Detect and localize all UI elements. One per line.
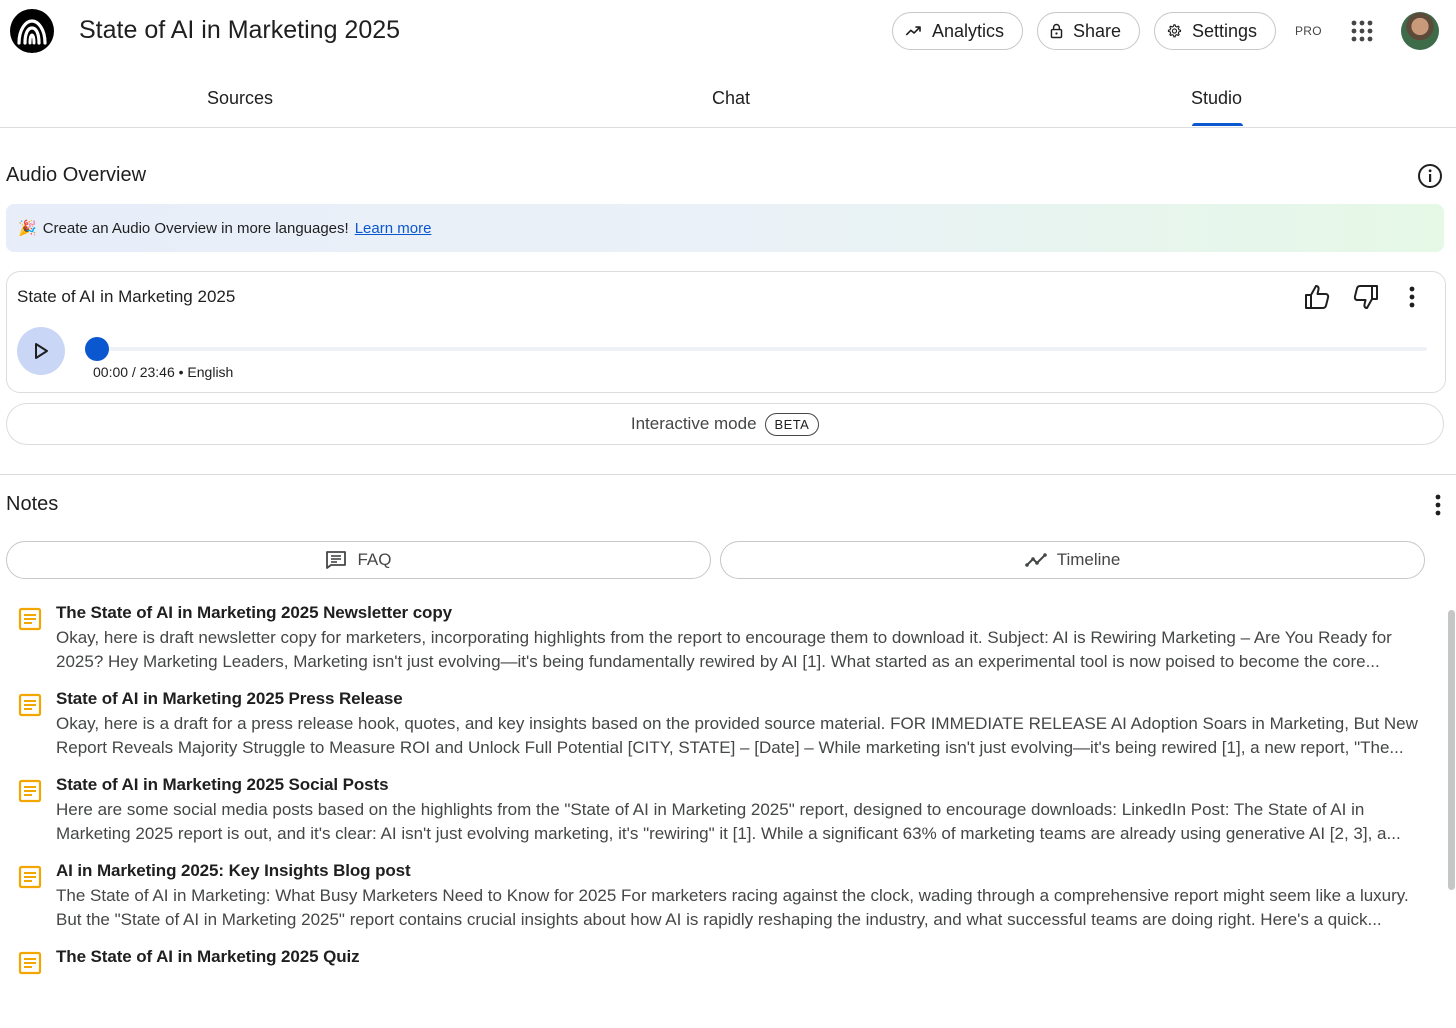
lock-icon [1050, 20, 1063, 42]
settings-button[interactable] [1154, 12, 1276, 50]
faq-chat-icon [325, 550, 347, 570]
thumbs-down-icon[interactable] [1350, 282, 1380, 312]
note-preview: Here are some social media posts based on the highlights from the "State of AI in Marketing 2025" report, designed to encourage downloads: LinkedIn Post: The State of AI in Marketing 2025 report is out, and it's clear: AI isn't just evolving marketing, it's "rewiring" it [1]. While a significant 63% of marketing teams are already using generative AI [2, 3], a... [56, 800, 1401, 843]
note-preview [56, 970, 1420, 1018]
note-title: State of AI in Marketing 2025 Social Posts [56, 775, 389, 794]
audio-title: State of AI in Marketing 2025 [17, 287, 236, 306]
timeline-icon [1025, 552, 1047, 568]
share-button[interactable] [1037, 12, 1140, 50]
timeline-button[interactable] [720, 541, 1425, 579]
progress-knob[interactable] [85, 337, 109, 361]
active-tab-indicator [1192, 123, 1243, 126]
tab-bar [0, 64, 1456, 128]
pro-badge: PRO [1295, 24, 1322, 38]
scrollbar-thumb[interactable] [1448, 610, 1455, 890]
note-item[interactable] [0, 770, 1430, 856]
interactive-mode-label: Interactive mode [630, 414, 757, 433]
note-title: The State of AI in Marketing 2025 Newsletter copy [56, 603, 452, 622]
note-item[interactable] [0, 856, 1430, 942]
top-bar [0, 0, 1456, 64]
note-doc-icon [18, 951, 42, 975]
notes-list [0, 598, 1430, 1028]
gear-icon [1167, 20, 1182, 42]
note-doc-icon [18, 693, 42, 717]
note-title: The State of AI in Marketing 2025 Quiz [56, 947, 360, 966]
note-item[interactable] [0, 942, 1430, 1028]
notes-title: Notes [6, 493, 59, 515]
time-readout: 00:00 / 23:46 • English [93, 364, 234, 380]
audio-overview-title: Audio Overview [6, 164, 147, 186]
progress-track[interactable] [93, 347, 1427, 351]
analytics-button[interactable] [892, 12, 1023, 50]
section-divider [0, 474, 1456, 475]
analytics-label: Analytics [931, 20, 1004, 41]
info-icon[interactable] [1417, 163, 1443, 189]
interactive-mode-button[interactable] [6, 403, 1444, 445]
banner-text: Create an Audio Overview in more languages! [42, 219, 349, 237]
tab-sources[interactable]: Sources [207, 88, 274, 108]
more-vert-icon[interactable] [1402, 284, 1422, 310]
settings-label: Settings [1191, 20, 1257, 41]
note-title: State of AI in Marketing 2025 Press Release [56, 689, 403, 708]
faq-button[interactable] [6, 541, 711, 579]
trending-up-icon [905, 22, 922, 40]
note-doc-icon [18, 607, 42, 631]
timeline-label: Timeline [1056, 550, 1121, 569]
play-icon [32, 342, 50, 360]
note-preview: Okay, here is a draft for a press release hook, quotes, and key insights based on the provided source material. FOR IMMEDIATE RELEASE AI Adoption Soars in Marketing, But New Report Reveals Majority Struggle to Measure ROI and Unlock Full Potential [CITY, STATE] – [Date] – While marketing isn't just evolving—it's being rewired [1], a new report, "The... [56, 714, 1418, 757]
note-title: AI in Marketing 2025: Key Insights Blog post [56, 861, 411, 880]
apps-grid-icon[interactable] [1351, 20, 1373, 42]
notes-more-vert-icon[interactable] [1428, 492, 1448, 518]
audio-player-card [6, 271, 1446, 393]
thumbs-up-icon[interactable] [1303, 282, 1333, 312]
user-avatar[interactable] [1401, 12, 1439, 50]
note-doc-icon [18, 865, 42, 889]
note-doc-icon [18, 779, 42, 803]
party-popper-icon: 🎉 [18, 220, 37, 237]
note-preview: The State of AI in Marketing: What Busy Marketers Need to Know for 2025 For marketers racing against the clock, wading through a comprehensive report might seem like a luxury. But the "State of AI in Marketing 2025" report contains crucial insights about how AI is rapidly reshaping the industry, and what successful teams are doing right. Here's a quick... [56, 886, 1409, 929]
notebooklm-logo-icon[interactable] [10, 9, 54, 53]
share-label: Share [1072, 20, 1121, 41]
note-item[interactable] [0, 684, 1430, 770]
tab-chat[interactable]: Chat [712, 88, 751, 108]
note-preview: Okay, here is draft newsletter copy for marketers, incorporating highlights from the report to encourage them to download it. Subject: AI is Rewiring Marketing – Are You Ready for 2025? Hey Marketing Leaders, Marketing isn't just evolving—it's being fundamentally rewired by AI [1]. What started as an experimental tool is now poised to become the core... [56, 628, 1392, 671]
beta-badge: BETA [765, 413, 820, 436]
note-item[interactable] [0, 598, 1430, 684]
tab-studio[interactable]: Studio [1191, 88, 1243, 108]
play-button[interactable] [17, 327, 65, 375]
faq-label: FAQ [357, 550, 392, 569]
languages-banner [6, 204, 1444, 252]
learn-more-link[interactable]: Learn more [354, 219, 432, 237]
notebook-title[interactable]: State of AI in Marketing 2025 [79, 16, 401, 44]
